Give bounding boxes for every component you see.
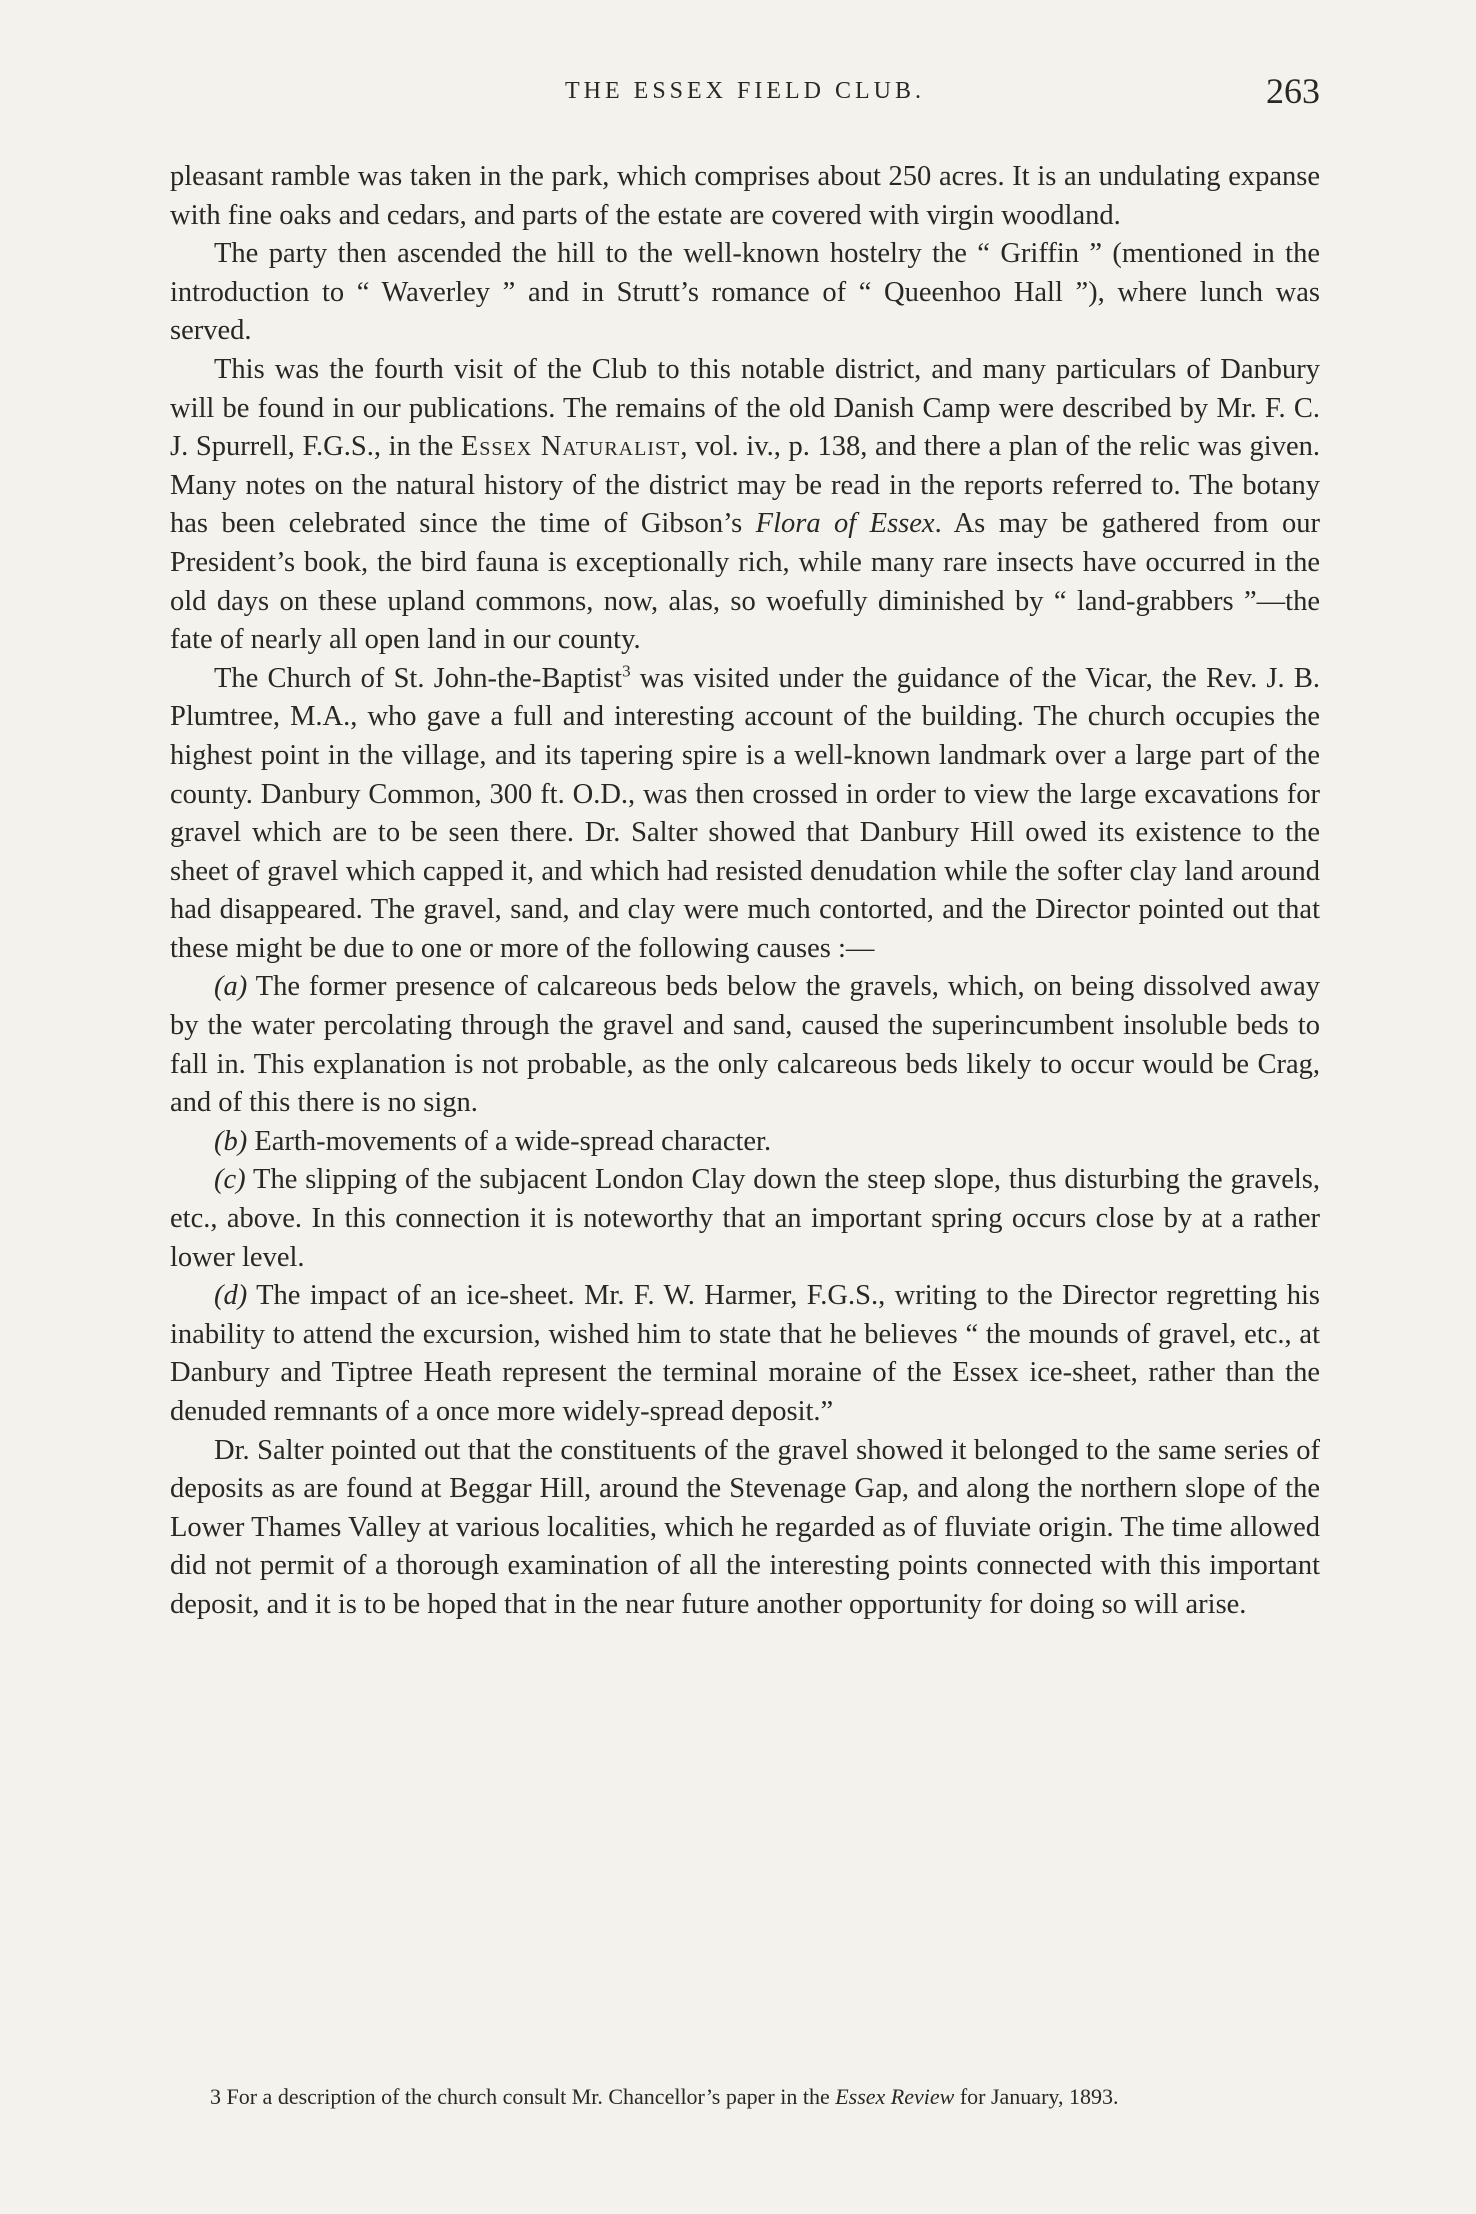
journal-title-essex-review: Essex Review xyxy=(835,2084,955,2109)
journal-title-essex-naturalist: Essex Naturalist xyxy=(460,431,681,463)
cause-b xyxy=(170,1123,1320,1162)
paragraph-salter-conclusion: Dr. Salter pointed out that the constituents of the gravel showed it belonged to the same series of deposits as are found at Beggar Hill, around the Stevenage Gap, and along the northern slope of the Lower Thames Valley at various localities, which he regarded as of fluviate origin. The time allowed did not permit of a thorough examination of all the interesting points connected with this important deposit, and it is to be hoped that in the near future another opportunity for doing so will arise. xyxy=(170,1434,1320,1620)
cause-text: The impact of an ice-sheet. Mr. F. W. Harmer, F.G.S., writing to the Director regretting his inability to attend the excursion, wished him to state that he believes “ the mounds of gravel, etc., at Danbury and Tiptree Heath represent the terminal moraine of the Essex ice-sheet, rather than the denuded remnants of a once more widely-spread deposit.” xyxy=(170,1280,1320,1427)
paragraph-church-part-b: was visited under the guidance of the Vicar, the Rev. J. B. Plumtree, M.A., who gave a full and interesting account of the building. The church occupies the highest point in the village, and its tapering spire is a well-known landmark over a large part of the county. Danbury Common, 300 ft. O.D., was then crossed in order to view the large excavations for gravel which are to be seen there. Dr. Salter showed that Danbury Hill owed its existence to the sheet of gravel which capped it, and which had resisted denudation while the softer clay land around had disappeared. The gravel, sand, and clay were much contorted, and the Director pointed out that these might be due to one or more of the following causes :— xyxy=(170,662,1320,964)
cause-c xyxy=(170,1161,1320,1277)
cause-a xyxy=(170,968,1320,1122)
paragraph-griffin: The party then ascended the hill to the well-known hostelry the “ Griffin ” (mentioned in the introduction to “ Waverley ” and in Strutt’s romance of “ Queenhoo Hall ”), where lunch was served. xyxy=(170,238,1320,347)
book-title-flora-of-essex: Flora of Essex xyxy=(755,508,935,540)
paragraph-park: pleasant ramble was taken in the park, which comprises about 250 acres. It is an undulating expanse with fine oaks and cedars, and parts of the estate are covered with virgin woodland. xyxy=(170,161,1320,231)
footnote-part-a: For a description of the church consult Mr. Chancellor’s paper in the xyxy=(221,2084,836,2109)
cause-text: The slipping of the subjacent London Clay down the steep slope, thus disturbing the gravels, etc., above. In this connection it is noteworthy that an important spring occurs close by at a rather lower level. xyxy=(170,1164,1320,1273)
page-number: 263 xyxy=(1266,71,1320,111)
footnote-reference: 3 xyxy=(622,661,631,681)
running-head xyxy=(170,70,1320,114)
cause-d xyxy=(170,1277,1320,1431)
paragraph-church xyxy=(170,660,1320,969)
paragraph-fourth-visit-part-a: This was the fourth visit of the Club to this notable district, and many particulars of Danbury will be found in our publications. The remains of the old Danish Camp were described by Mr. F. C. J. Spurrell, F.G.S., in the xyxy=(170,353,1320,463)
footnote-text xyxy=(170,2082,1320,2111)
footnote-part-b: for January, 1893. xyxy=(954,2084,1119,2109)
footnote-number: 3 xyxy=(210,2084,221,2109)
body-text xyxy=(170,158,1320,1625)
paragraph-fourth-visit xyxy=(170,351,1320,660)
cause-marker: (a) xyxy=(214,971,248,1003)
footnote xyxy=(170,2082,1320,2111)
cause-marker: (b) xyxy=(214,1125,248,1157)
paragraph-fourth-visit-part-b: , vol. iv., p. 138, and there a plan of the relic was given. Many notes on the natural history of the district may be read in the reports referred to. The botany has been celebrated since the time of Gibson’s xyxy=(170,431,1320,540)
cause-text: The former presence of calcareous beds below the gravels, which, on being dissolved away by the water percolating through the gravel and sand, caused the superincumbent insoluble beds to fall in. This explanation is not probable, as the only calcareous beds likely to occur would be Crag, and of this there is no sign. xyxy=(170,971,1320,1119)
cause-marker: (d) xyxy=(214,1280,248,1312)
paragraph-church-part-a: The Church of St. John-the-Baptist xyxy=(214,662,623,694)
paragraph-fourth-visit-part-c: . As may be gathered from our President’s book, the bird fauna is exceptionally rich, while many rare insects have occurred in the old days on these upland commons, now, alas, so woefully diminished by “ land-grabbers ”—the fate of nearly all open land in our county. xyxy=(170,508,1320,656)
running-title: THE ESSEX FIELD CLUB. xyxy=(565,78,925,104)
cause-marker: (c) xyxy=(214,1164,246,1196)
cause-text: Earth-movements of a wide-spread character. xyxy=(247,1125,772,1157)
